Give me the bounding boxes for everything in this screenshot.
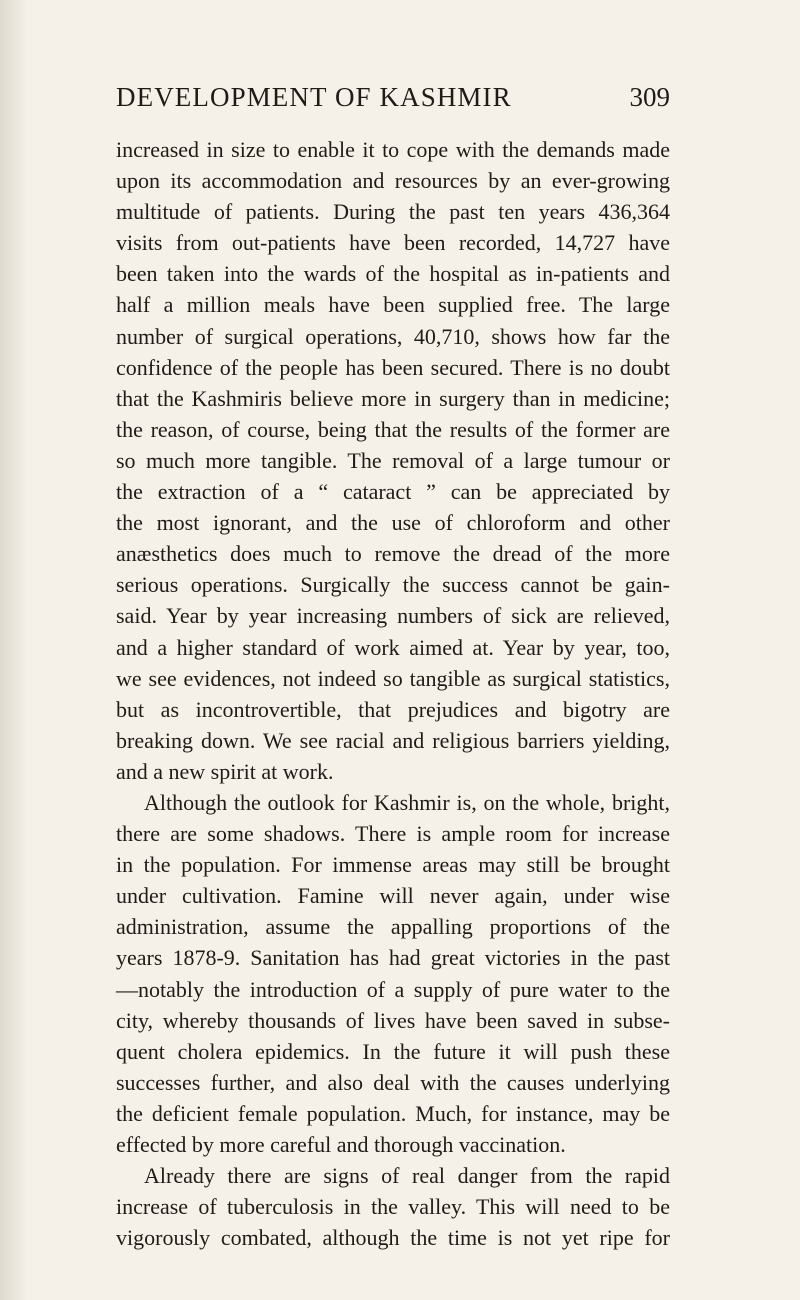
page-number: 309 xyxy=(629,82,670,112)
text-line: multitude of patients. During the past ten years 436,364 xyxy=(116,199,670,225)
text-line: in the population. For immense areas may still be brought xyxy=(116,852,670,878)
text-line: the most ignorant, and the use of chloroform and other xyxy=(116,510,670,536)
text-line: —notably the introduction of a supply of pure water to the xyxy=(116,976,670,1002)
text-line: increase of tuberculosis in the valley. This will need to be xyxy=(116,1194,670,1220)
text-line: visits from out-patients have been recorded, 14,727 have xyxy=(116,230,670,256)
text-line: said. Year by year increasing numbers of sick are relieved, xyxy=(116,603,670,629)
page-header xyxy=(116,82,670,122)
text-line: increased in size to enable it to cope with the demands made xyxy=(116,137,670,162)
text-line: upon its accommodation and resources by an ever-growing xyxy=(116,168,670,194)
text-line: been taken into the wards of the hospital as in-patients and xyxy=(116,261,670,287)
text-line: the extraction of a “ cataract ” can be appreciated by xyxy=(116,479,670,505)
text-line: breaking down. We see racial and religious barriers yielding, xyxy=(116,727,670,753)
text-line: that the Kashmiris believe more in surgery than in medicine; xyxy=(116,385,670,411)
gutter-shadow xyxy=(0,0,28,1300)
text-line: number of surgical operations, 40,710, shows how far the xyxy=(116,323,670,349)
text-line: city, whereby thousands of lives have been saved in subse- xyxy=(116,1007,670,1033)
text-line: but as incontrovertible, that prejudices and bigotry are xyxy=(116,696,670,722)
text-line: anæsthetics does much to remove the dread of the more xyxy=(116,541,670,567)
text-line: half a million meals have been supplied free. The large xyxy=(116,292,670,318)
text-line: quent cholera epidemics. In the future it will push these xyxy=(116,1038,670,1064)
text-line: administration, assume the appalling proportions of the xyxy=(116,914,670,940)
text-line: vigorously combated, although the time is not yet ripe for xyxy=(116,1225,670,1251)
text-line: successes further, and also deal with the causes underlying xyxy=(116,1069,670,1095)
text-line: effected by more careful and thorough vaccination. xyxy=(116,1132,566,1157)
text-line: the reason, of course, being that the results of the former are xyxy=(116,416,670,442)
text-line: serious operations. Surgically the success cannot be gain- xyxy=(116,572,670,598)
running-title: DEVELOPMENT OF KASHMIR xyxy=(116,82,512,112)
text-line: and a higher standard of work aimed at. Year by year, too, xyxy=(116,634,670,660)
text-line: under cultivation. Famine will never again, under wise xyxy=(116,883,670,909)
text-line: there are some shadows. There is ample room for increase xyxy=(116,821,670,847)
paragraph-start-line: Already there are signs of real danger from the rapid xyxy=(144,1163,670,1189)
text-line: the deficient female population. Much, for instance, may be xyxy=(116,1100,670,1126)
text-line: years 1878-9. Sanitation has had great victories in the past xyxy=(116,945,670,971)
text-line: confidence of the people has been secured. There is no doubt xyxy=(116,354,670,380)
text-line: we see evidences, not indeed so tangible as surgical statistics, xyxy=(116,665,670,691)
paragraph-start-line: Although the outlook for Kashmir is, on the whole, bright, xyxy=(144,789,670,815)
body-text xyxy=(116,134,670,1253)
text-line: so much more tangible. The removal of a large tumour or xyxy=(116,447,670,473)
text-line: and a new spirit at work. xyxy=(116,758,334,784)
